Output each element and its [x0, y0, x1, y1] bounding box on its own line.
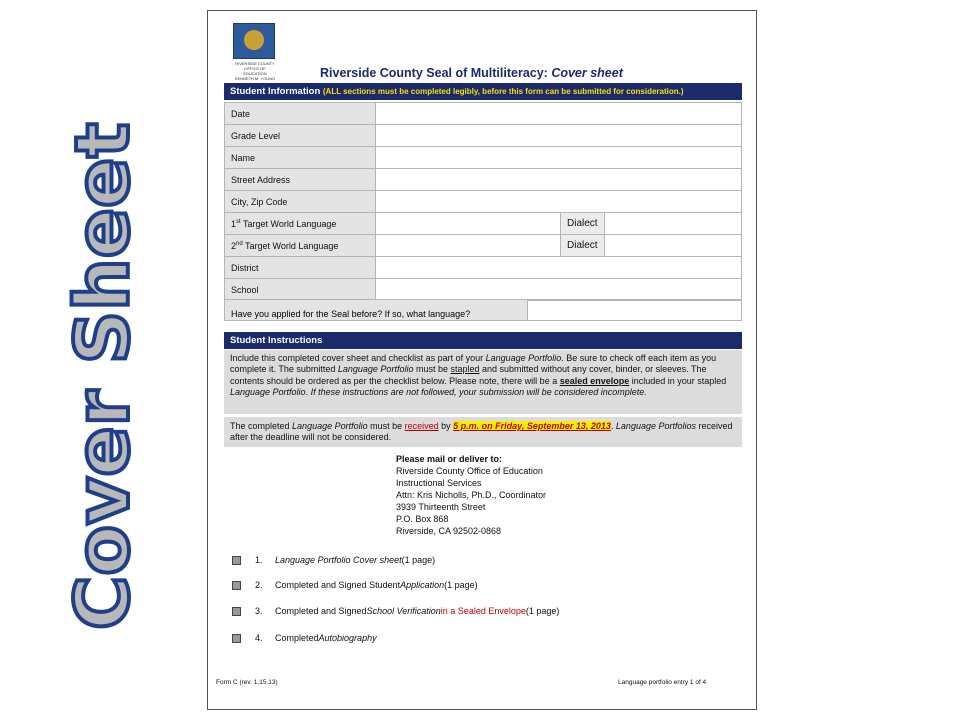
seal-icon — [233, 23, 275, 59]
district-label: District — [225, 257, 376, 279]
checklist-item: 1. Language Portfolio Cover sheet (1 page) — [232, 555, 435, 565]
district-field[interactable] — [376, 257, 742, 279]
dialect-field-2[interactable] — [604, 235, 741, 257]
name-field[interactable] — [376, 147, 742, 169]
checkbox-3[interactable] — [232, 607, 241, 616]
document-title: Riverside County Seal of Multiliteracy: Cover sheet — [320, 66, 623, 80]
checklist-item: 2. Completed and Signed Student Application (1 page) — [232, 580, 478, 590]
street-address-field[interactable] — [376, 169, 742, 191]
mailing-address: Please mail or deliver to: Riverside County Office of Education Instructional Services Attn: Kris Nicholls, Ph.D., Coordinator 3939 Thirteenth Street P.O. Box 868 Riverside, CA 92502-0868 — [396, 454, 547, 536]
completion-note: (ALL sections must be completed legibly, before this form can be submitted for consideration.) — [322, 87, 684, 96]
first-language-label: 1st Target World Language — [225, 213, 376, 235]
page-number: Language portfolio entry 1 of 4 — [618, 679, 707, 686]
side-title-text: Cover Sheet — [60, 122, 146, 630]
student-information-header: Student Information (ALL sections must be completed legibly, before this form can be submitted for consideration.) — [224, 83, 742, 100]
form-revision: Form C (rev. 1.15.13) — [216, 679, 278, 686]
checkbox-1[interactable] — [232, 556, 241, 565]
date-label: Date — [225, 103, 376, 125]
second-language-label: 2nd Target World Language — [225, 235, 376, 257]
school-field[interactable] — [376, 279, 742, 301]
dialect-label-1: Dialect — [561, 213, 605, 235]
city-zip-label: City, Zip Code — [225, 191, 376, 213]
name-label: Name — [225, 147, 376, 169]
grade-level-field[interactable] — [376, 125, 742, 147]
checklist-item: 4. Completed Autobiography — [232, 633, 377, 643]
deadline-highlight: 5 p.m. on Friday, September 13, 2013 — [453, 421, 611, 431]
cover-sheet-side-title — [0, 0, 200, 720]
deadline-paragraph: The completed Language Portfolio must be received by 5 p.m. on Friday, September 13, 2013. Language Portfolios received after the deadline will not be considered. — [224, 417, 742, 447]
grade-level-label: Grade Level — [225, 125, 376, 147]
second-language-field[interactable] — [376, 235, 561, 257]
date-field[interactable] — [376, 103, 742, 125]
checklist-item: 3. Completed and Signed School Verification in a Sealed Envelope (1 page) — [232, 606, 559, 616]
document-page — [207, 10, 757, 710]
first-language-field[interactable] — [376, 213, 561, 235]
city-zip-field[interactable] — [376, 191, 742, 213]
dialect-label-2: Dialect — [561, 235, 605, 257]
school-label: School — [225, 279, 376, 301]
applied-before-row — [224, 299, 742, 321]
checkbox-4[interactable] — [232, 634, 241, 643]
checkbox-2[interactable] — [232, 581, 241, 590]
student-instructions-header: Student Instructions — [224, 332, 742, 349]
student-information-table — [224, 102, 742, 301]
instructions-paragraph: Include this completed cover sheet and checklist as part of your Language Portfolio. Be sure to check off each item as you complete it. The submitted Language Portfolio must be stapled and submitted without any cover, binder, or sleeves. The contents should be ordered as per the checklist below. Please note, there will be a sealed envelope included in your stapled Language Portfolio. If these instructions are not followed, your submission will be considered incomplete. — [224, 350, 742, 414]
applied-before-label: Have you applied for the Seal before? If so, what language? — [225, 300, 527, 320]
dialect-field-1[interactable] — [604, 213, 741, 235]
applied-before-field[interactable] — [527, 300, 741, 320]
rcoe-logo: RIVERSIDE COUNTY OFFICE OF EDUCATION KENNETH M. YOUNG — [233, 23, 277, 83]
street-address-label: Street Address — [225, 169, 376, 191]
